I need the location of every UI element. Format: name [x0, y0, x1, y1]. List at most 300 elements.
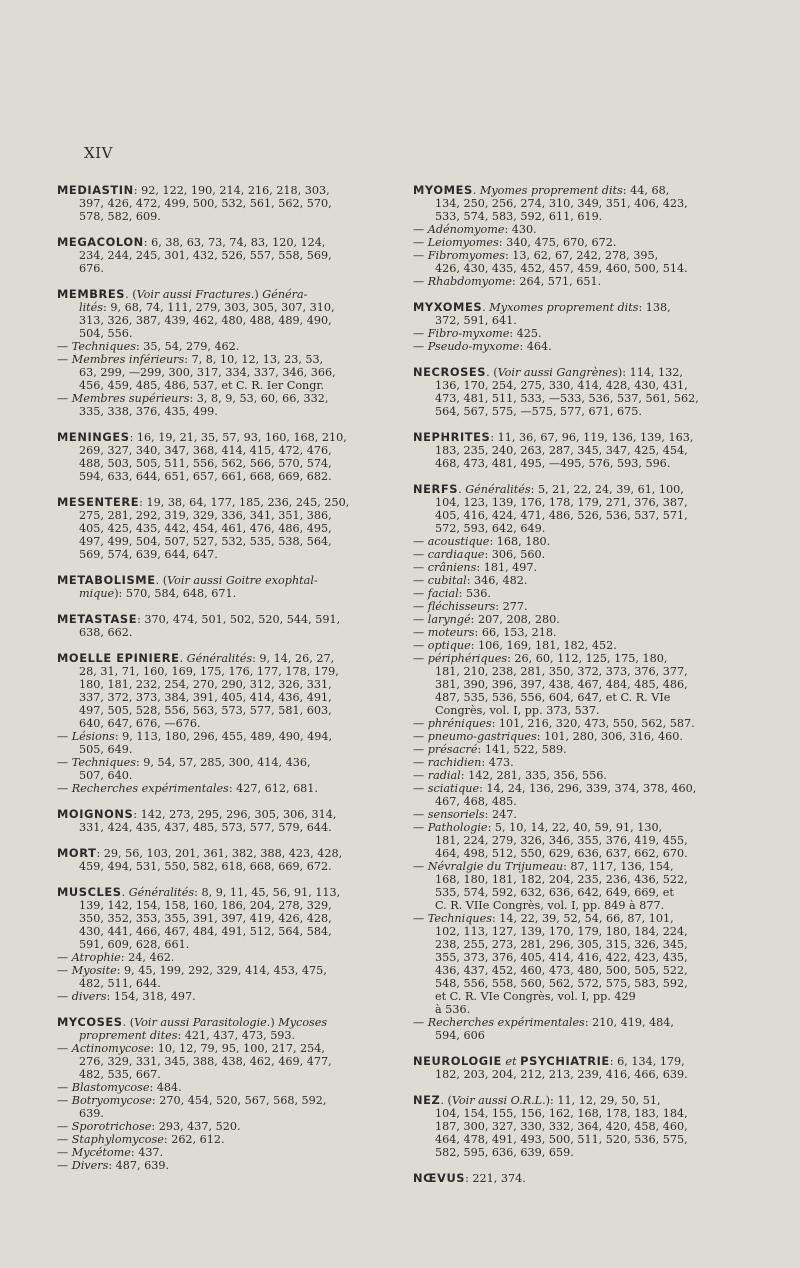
- page-refs: : 24, 462.: [120, 951, 175, 964]
- page-refs: 591, 609, 628, 661.: [79, 938, 190, 951]
- headword: NECROSES: [413, 365, 487, 379]
- continuation-line: [413, 1133, 747, 1146]
- subentry-line: [413, 821, 747, 834]
- subentry-line: [57, 1133, 391, 1146]
- page-refs: . (: [122, 1016, 135, 1029]
- italic-term: divers: [71, 990, 107, 1003]
- page-refs: —: [413, 327, 428, 340]
- subentry-line: [413, 236, 747, 249]
- italic-term: Atrophie: [71, 951, 121, 964]
- headword: MESENTERE: [57, 495, 140, 509]
- headword: METABOLISME: [57, 573, 156, 587]
- page-refs: : 9, 113, 180, 296, 455, 489, 490, 494,: [114, 730, 333, 743]
- page-refs: 594, 606: [435, 1029, 485, 1042]
- italic-term: Fibromyomes: [427, 249, 505, 262]
- page-refs: 426, 430, 435, 452, 457, 459, 460, 500, 514.: [435, 262, 688, 275]
- italic-term: Recherches expérimentales: [71, 782, 229, 795]
- page-refs: Congrès, vol. I, pp. 373, 537.: [435, 704, 600, 717]
- continuation-line: [57, 210, 391, 223]
- page-refs: —: [413, 782, 428, 795]
- page-refs: 275, 281, 292, 319, 329, 336, 341, 351, 386,: [79, 509, 332, 522]
- italic-term: Recherches expérimentales: [427, 1016, 585, 1029]
- headword: MEGACOLON: [57, 235, 144, 249]
- page-refs: 104, 154, 155, 156, 162, 168, 178, 183, 184,: [435, 1107, 688, 1120]
- page-refs: —: [413, 340, 428, 353]
- continuation-line: [57, 769, 391, 782]
- page-refs: 183, 235, 240, 263, 287, 345, 347, 425, 454,: [435, 444, 688, 457]
- page-refs: : 101, 216, 320, 473, 550, 562, 587.: [491, 717, 695, 730]
- italic-term: Blastomycose: [71, 1081, 150, 1094]
- italic-term: Adénomyome: [427, 223, 505, 236]
- subentry-line: [413, 249, 747, 262]
- subentry-line: [57, 951, 391, 964]
- page-refs: 187, 300, 327, 330, 332, 364, 420, 458, 460,: [435, 1120, 688, 1133]
- page-refs: —: [413, 236, 428, 249]
- page-refs: : 346, 482.: [466, 574, 528, 587]
- index-column-left: [57, 184, 391, 1185]
- headword-line: [57, 236, 391, 249]
- page-refs: 594, 633, 644, 651, 657, 661, 668, 669, 682.: [79, 470, 332, 483]
- page-refs: 182, 203, 204, 212, 213, 239, 416, 466, 639.: [435, 1068, 688, 1081]
- continuation-line: [57, 1107, 391, 1120]
- continuation-line: [57, 327, 391, 340]
- italic-term: Techniques: [427, 912, 492, 925]
- page-refs: 104, 123, 139, 176, 178, 179, 271, 376, 387,: [435, 496, 688, 509]
- headword: MUSCLES: [57, 885, 122, 899]
- continuation-line: [57, 522, 391, 535]
- page-refs: : 270, 454, 520, 567, 568, 592,: [151, 1094, 327, 1107]
- italic-term: Voir aussi Parasitologie.: [134, 1016, 271, 1029]
- page-refs: —: [413, 574, 428, 587]
- continuation-line: [57, 509, 391, 522]
- continuation-line: [57, 405, 391, 418]
- continuation-line: [57, 704, 391, 717]
- continuation-line: [57, 938, 391, 951]
- page-refs: —: [413, 860, 428, 873]
- page-refs: : 536.: [458, 587, 491, 600]
- italic-term: optique: [427, 639, 471, 652]
- continuation-line: [413, 899, 747, 912]
- index-entry: [57, 574, 391, 600]
- page-refs: : 6, 38, 63, 73, 74, 83, 120, 124,: [143, 236, 326, 249]
- page-refs: 482, 535, 667.: [79, 1068, 161, 1081]
- subentry-line: [413, 860, 747, 873]
- page-refs: ): 114, 132,: [617, 366, 683, 379]
- continuation-line: [413, 1146, 747, 1159]
- page-refs: —: [413, 613, 428, 626]
- continuation-line: [413, 873, 747, 886]
- index-entry: [57, 1016, 391, 1172]
- page-refs: 436, 437, 452, 460, 473, 480, 500, 505, 522,: [435, 964, 688, 977]
- italic-term: Généralités: [186, 652, 253, 665]
- continuation-line: [57, 691, 391, 704]
- page-refs: : 13, 62, 67, 242, 278, 395,: [504, 249, 659, 262]
- italic-term: Pseudo-myxome: [427, 340, 520, 353]
- headword: NERFS: [413, 482, 459, 496]
- page-refs: : 9, 14, 26, 27,: [252, 652, 335, 665]
- page-refs: : 9, 45, 199, 292, 329, 414, 453, 475,: [116, 964, 327, 977]
- page-refs: 269, 327, 340, 347, 368, 414, 415, 472, 476,: [79, 444, 332, 457]
- headword-line: [57, 652, 391, 665]
- page-refs: —: [413, 249, 428, 262]
- page-refs: —: [413, 743, 428, 756]
- page-refs: 488, 503, 505, 511, 556, 562, 566, 570, 574,: [79, 457, 332, 470]
- page-refs: : 66, 153, 218.: [474, 626, 557, 639]
- continuation-line: [413, 1107, 747, 1120]
- page-refs: ): [254, 288, 263, 301]
- italic-term: Pathologie: [427, 821, 488, 834]
- continuation-line: [413, 886, 747, 899]
- continuation-line: [413, 496, 747, 509]
- headword-line: [413, 301, 747, 314]
- page-refs: : 35, 54, 279, 462.: [135, 340, 240, 353]
- index-entry: [413, 431, 747, 470]
- italic-term: acoustique: [427, 535, 490, 548]
- italic-term: Leiomyomes: [427, 236, 499, 249]
- page-refs: 582, 595, 636, 639, 659.: [435, 1146, 574, 1159]
- italic-term: Myxomes proprement dits: [489, 301, 639, 314]
- page-refs: —: [57, 1094, 72, 1107]
- italic-term: phréniques: [427, 717, 492, 730]
- page-refs: : 19, 38, 64, 177, 185, 236, 245, 250,: [139, 496, 350, 509]
- page-refs: —: [413, 717, 428, 730]
- page-refs: 337, 372, 373, 384, 391, 405, 414, 436, 491,: [79, 691, 332, 704]
- page-refs: : 5, 10, 14, 22, 40, 59, 91, 130,: [487, 821, 663, 834]
- index-entry: [57, 496, 391, 561]
- subentry-line: [57, 340, 391, 353]
- page-refs: 548, 556, 558, 560, 562, 572, 575, 583, 592,: [435, 977, 688, 990]
- page-refs: : 221, 374.: [465, 1172, 526, 1185]
- page-refs: : 306, 560.: [484, 548, 546, 561]
- subentry-line: [413, 652, 747, 665]
- continuation-line: [413, 938, 747, 951]
- headword-line: [57, 847, 391, 860]
- continuation-line: [57, 444, 391, 457]
- page-refs: 533, 574, 583, 592, 611, 619.: [435, 210, 603, 223]
- page-refs: 405, 416, 424, 471, 486, 526, 536, 537, 571,: [435, 509, 688, 522]
- italic-term: sciatique: [427, 782, 480, 795]
- page-refs: —: [413, 561, 428, 574]
- page-refs: —: [413, 1016, 428, 1029]
- page-refs: —: [57, 353, 72, 366]
- headword-line: [57, 431, 391, 444]
- page-refs: 639.: [79, 1107, 104, 1120]
- continuation-line: [413, 392, 747, 405]
- continuation-line: [413, 1068, 747, 1081]
- page-refs: 497, 499, 504, 507, 527, 532, 535, 538, 564,: [79, 535, 332, 548]
- italic-term: Techniques: [71, 340, 136, 353]
- subentry-line: [413, 548, 747, 561]
- index-column-right: [413, 184, 747, 1198]
- page-refs: 397, 426, 472, 499, 500, 532, 561, 562, 570,: [79, 197, 332, 210]
- page-refs: .: [121, 886, 129, 899]
- index-entry: [413, 1055, 747, 1081]
- page-refs: : 484.: [149, 1081, 182, 1094]
- page-refs: ): [270, 1016, 279, 1029]
- italic-term: Myomes proprement dits: [479, 184, 623, 197]
- page-refs: : 210, 419, 484,: [584, 1016, 674, 1029]
- index-entry: [57, 288, 391, 418]
- continuation-line: [413, 314, 747, 327]
- italic-term: Névralgie du Trijumeau: [427, 860, 564, 873]
- continuation-line: [57, 587, 391, 600]
- subentry-line: [57, 730, 391, 743]
- page-refs: : 262, 612.: [163, 1133, 225, 1146]
- continuation-line: [57, 314, 391, 327]
- continuation-line: [57, 535, 391, 548]
- page-refs: . (: [486, 366, 498, 379]
- headword-line: [57, 288, 391, 301]
- page-refs: —: [57, 1120, 72, 1133]
- italic-term: Botryomycose: [71, 1094, 152, 1107]
- italic-term: Sporotrichose: [71, 1120, 152, 1133]
- italic-term: pneumo-gastriques: [427, 730, 537, 743]
- page-refs: —: [57, 1159, 72, 1172]
- index-entry: [57, 808, 391, 834]
- italic-term: Techniques: [71, 756, 136, 769]
- page-refs: 497, 505, 528, 556, 563, 573, 577, 581, 603,: [79, 704, 332, 717]
- page-refs: —: [57, 340, 72, 353]
- page-refs: 569, 574, 639, 644, 647.: [79, 548, 218, 561]
- italic-term: Voir aussi Fractures.: [136, 288, 255, 301]
- headword: MOELLE EPINIERE: [57, 651, 180, 665]
- italic-term: Divers: [71, 1159, 109, 1172]
- page-refs: 180, 181, 232, 254, 270, 290, 312, 326, 331,: [79, 678, 332, 691]
- page-refs: 676.: [79, 262, 104, 275]
- page-refs: 640, 647, 676, —676.: [79, 717, 201, 730]
- page-refs: 535, 574, 592, 632, 636, 642, 649, 669, et: [435, 886, 674, 899]
- page-refs: .: [482, 301, 490, 314]
- headword: METASTASE: [57, 612, 138, 626]
- page-refs: 181, 210, 238, 281, 350, 372, 373, 376, 377,: [435, 665, 688, 678]
- page-refs: 335, 338, 376, 435, 499.: [79, 405, 218, 418]
- page-refs: 238, 255, 273, 281, 296, 305, 315, 326, 345,: [435, 938, 688, 951]
- continuation-line: [413, 405, 747, 418]
- page-refs: 372, 591, 641.: [435, 314, 517, 327]
- page-refs: —: [57, 730, 72, 743]
- subentry-line: [413, 730, 747, 743]
- italic-term: mique: [79, 587, 115, 600]
- page-refs: et C. R. VIe Congrès, vol. I, pp. 429: [435, 990, 636, 1003]
- page-refs: : 6, 134, 179,: [609, 1055, 685, 1068]
- page-refs: : 101, 280, 306, 316, 460.: [536, 730, 683, 743]
- continuation-line: [57, 249, 391, 262]
- subentry-line: [413, 600, 747, 613]
- page-refs: 234, 244, 245, 301, 432, 526, 557, 558, 569,: [79, 249, 332, 262]
- page-refs: : 425.: [509, 327, 542, 340]
- continuation-line: [57, 379, 391, 392]
- italic-term: Fibro-myxome: [427, 327, 510, 340]
- continuation-line: [57, 262, 391, 275]
- page-refs: 136, 170, 254, 275, 330, 414, 428, 430, 431,: [435, 379, 688, 392]
- page-refs: : 473.: [481, 756, 514, 769]
- page-refs: —: [57, 782, 72, 795]
- subentry-line: [413, 587, 747, 600]
- page-refs: 381, 390, 396, 397, 438, 467, 484, 485, 486,: [435, 678, 688, 691]
- continuation-line: [413, 444, 747, 457]
- headword: MENINGES: [57, 430, 130, 444]
- continuation-line: [413, 847, 747, 860]
- page-refs: 405, 425, 435, 442, 454, 461, 476, 486, 495,: [79, 522, 332, 535]
- page-refs: —: [413, 535, 428, 548]
- page-refs: : 44, 68,: [622, 184, 670, 197]
- page-refs: 168, 180, 181, 182, 204, 235, 236, 436, 522,: [435, 873, 688, 886]
- page-refs: : 106, 169, 181, 182, 452.: [470, 639, 617, 652]
- page-refs: —: [413, 808, 428, 821]
- page-refs: 572, 593, 642, 649.: [435, 522, 546, 535]
- headword: MEDIASTIN: [57, 183, 134, 197]
- headword: MOIGNONS: [57, 807, 134, 821]
- page-refs: : 7, 8, 10, 12, 13, 23, 53,: [184, 353, 324, 366]
- continuation-line: [57, 665, 391, 678]
- page-refs: : 26, 60, 112, 125, 175, 180,: [507, 652, 668, 665]
- page-refs: : 207, 208, 280.: [470, 613, 560, 626]
- continuation-line: [413, 509, 747, 522]
- page-refs: 430, 441, 466, 467, 484, 491, 512, 564, 584,: [79, 925, 332, 938]
- continuation-line: [413, 977, 747, 990]
- page-refs: 276, 329, 331, 345, 388, 438, 462, 469, 477,: [79, 1055, 332, 1068]
- subentry-line: [413, 613, 747, 626]
- page-refs: —: [413, 626, 428, 639]
- page-refs: —: [413, 639, 428, 652]
- continuation-line: [57, 1055, 391, 1068]
- continuation-line: [57, 678, 391, 691]
- continuation-line: [57, 925, 391, 938]
- italic-term: périphériques: [427, 652, 508, 665]
- page-refs: 456, 459, 485, 486, 537, et C. R. Ier Congr.: [79, 379, 325, 392]
- page-refs: : 16, 19, 21, 35, 57, 93, 160, 168, 210,: [129, 431, 347, 444]
- continuation-line: [57, 626, 391, 639]
- page-refs: : 10, 12, 79, 95, 100, 217, 254,: [150, 1042, 325, 1055]
- page-refs: : 340, 475, 670, 672.: [498, 236, 617, 249]
- italic-term: proprement dites: [79, 1029, 178, 1042]
- page-refs: 507, 640.: [79, 769, 133, 782]
- continuation-line: [57, 860, 391, 873]
- page-refs: : 92, 122, 190, 214, 216, 218, 303,: [133, 184, 330, 197]
- italic-term: Voir aussi Gangrènes: [497, 366, 618, 379]
- subentry-line: [57, 392, 391, 405]
- page-refs: : 14, 24, 136, 296, 339, 374, 378, 460,: [479, 782, 697, 795]
- subentry-line: [413, 769, 747, 782]
- headword: NEPHRITES: [413, 430, 491, 444]
- italic-term: cubital: [427, 574, 467, 587]
- page-refs: : 277.: [495, 600, 528, 613]
- page-refs: —: [57, 1081, 72, 1094]
- page-refs: : 138,: [638, 301, 671, 314]
- headword-line: [57, 886, 391, 899]
- page-refs: : 3, 8, 9, 53, 60, 66, 332,: [189, 392, 329, 405]
- continuation-line: [57, 470, 391, 483]
- page-refs: —: [413, 821, 428, 834]
- page-refs: 468, 473, 481, 495, —495, 576, 593, 596.: [435, 457, 671, 470]
- subentry-line: [57, 353, 391, 366]
- page-refs: : 8, 9, 11, 45, 56, 91, 113,: [194, 886, 341, 899]
- continuation-line: [57, 548, 391, 561]
- italic-term: présacré: [427, 743, 478, 756]
- headword: NEUROLOGIE: [413, 1054, 502, 1068]
- continuation-line: [57, 457, 391, 470]
- index-entry: [57, 431, 391, 483]
- subentry-line: [57, 756, 391, 769]
- page-refs: —: [57, 990, 72, 1003]
- headword-line: [413, 483, 747, 496]
- page-number: XIV: [84, 144, 113, 162]
- headword-line: [57, 1016, 391, 1029]
- subentry-line: [413, 535, 747, 548]
- subentry-line: [413, 223, 747, 236]
- continuation-line: [413, 1120, 747, 1133]
- page-refs: ): 570, 584, 648, 671.: [114, 587, 237, 600]
- subentry-line: [413, 561, 747, 574]
- continuation-line: [413, 457, 747, 470]
- headword-line: [413, 366, 747, 379]
- subentry-line: [57, 964, 391, 977]
- headword-line: [413, 184, 747, 197]
- italic-term: Membres inférieurs: [71, 353, 185, 366]
- headword: PSYCHIATRIE: [520, 1054, 610, 1068]
- page-refs: 331, 424, 435, 437, 485, 573, 577, 579, 644.: [79, 821, 332, 834]
- italic-term: Généra-: [262, 288, 308, 301]
- page-refs: : 293, 437, 520.: [151, 1120, 241, 1133]
- italic-term: sensoriels: [427, 808, 485, 821]
- page-refs: 313, 326, 387, 439, 462, 480, 488, 489, 490,: [79, 314, 332, 327]
- italic-term: radial: [427, 769, 461, 782]
- continuation-line: [413, 197, 747, 210]
- headword-line: [413, 1055, 747, 1068]
- italic-term: Généralités: [465, 483, 531, 496]
- continuation-line: [57, 912, 391, 925]
- continuation-line: [413, 379, 747, 392]
- page-refs: —: [57, 756, 72, 769]
- italic-term: Voir aussi O.R.L.: [451, 1094, 546, 1107]
- page-refs: : 247.: [484, 808, 517, 821]
- index-entry: [413, 301, 747, 353]
- subentry-line: [413, 275, 747, 288]
- italic-term: Membres supérieurs: [71, 392, 190, 405]
- subentry-line: [413, 340, 747, 353]
- continuation-line: [57, 197, 391, 210]
- continuation-line: [413, 834, 747, 847]
- continuation-line: [413, 210, 747, 223]
- index-entry: [57, 886, 391, 1003]
- page-refs: 473, 481, 511, 533, —533, 536, 537, 561, 562,: [435, 392, 699, 405]
- headword-line: [413, 431, 747, 444]
- page-refs: —: [57, 1133, 72, 1146]
- headword: MEMBRES: [57, 287, 126, 301]
- page-refs: —: [413, 275, 428, 288]
- continuation-line: [57, 743, 391, 756]
- page-refs: 139, 142, 154, 158, 160, 186, 204, 278, 329,: [79, 899, 332, 912]
- page-refs: —: [413, 730, 428, 743]
- page-refs: 505, 649.: [79, 743, 133, 756]
- page-refs: ): 11, 12, 29, 50, 51,: [545, 1094, 661, 1107]
- subentry-line: [413, 1016, 747, 1029]
- index-entry: [413, 1172, 747, 1185]
- page-refs: : 141, 522, 589.: [477, 743, 567, 756]
- headword-line: [57, 496, 391, 509]
- page-refs: —: [57, 392, 72, 405]
- subentry-line: [57, 1159, 391, 1172]
- italic-term: Lésions: [71, 730, 115, 743]
- subentry-line: [413, 782, 747, 795]
- page-refs: .: [472, 184, 480, 197]
- continuation-line: [413, 951, 747, 964]
- continuation-line: [413, 1029, 747, 1042]
- subentry-line: [57, 782, 391, 795]
- index-entry: [57, 652, 391, 795]
- continuation-line: [57, 821, 391, 834]
- page-refs: : 142, 273, 295, 296, 305, 306, 314,: [133, 808, 337, 821]
